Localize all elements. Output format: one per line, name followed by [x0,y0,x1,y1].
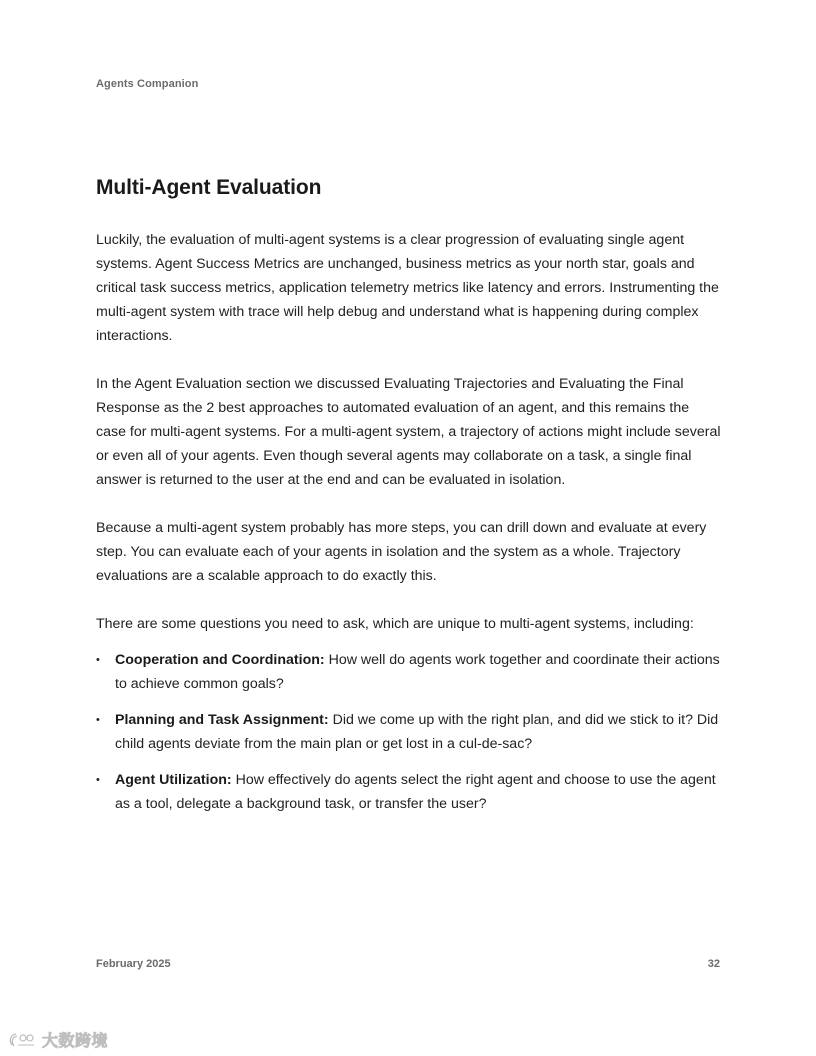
bullet-term: Agent Utilization: [115,772,232,788]
questions-list [96,648,721,816]
bullet-dot-icon: • [96,654,100,666]
bullet-dot-icon: • [96,774,100,786]
section-title: Multi-Agent Evaluation [96,176,322,199]
paragraph: In the Agent Evaluation section we discussed Evaluating Trajectories and Evaluating the Final Response as the 2 best approaches to automated evaluation of an agent, and this remains the case for multi-agent systems. For a multi-agent system, a trajectory of actions might include several or even all of your agents. Even though several agents may collaborate on a task, a single final answer is returned to the user at the end and can be evaluated in isolation. [96,376,721,488]
paragraph: Luckily, the evaluation of multi-agent systems is a clear progression of evaluating single agent systems. Agent Success Metrics are unchanged, business metrics as your north star, goals and critical task success metrics, application telemetry metrics like latency and errors. Instrumenting the multi-agent system with trace will help debug and understand what is happening during complex interactions. [96,232,719,344]
bullet-text: How well do agents work together and coordinate their actions to achieve common goals? [115,652,720,692]
bullet-dot-icon: • [96,714,100,726]
list-item [96,708,721,756]
watermark [8,1028,108,1051]
watermark-text: 大数跨境 [42,1033,109,1050]
running-header: Agents Companion [96,78,199,90]
list-item [96,768,721,816]
paragraph: Because a multi-agent system probably has more steps, you can drill down and evaluate at every step. You can evaluate each of your agents in isolation and the system as a whole. Trajectory evaluations are a scalable approach to do exactly this. [96,520,707,584]
bullet-text: How effectively do agents select the right agent and choose to use the agent as a tool, delegate a background task, or transfer the user? [115,772,716,812]
bullet-term: Cooperation and Coordination: [115,652,325,668]
bullet-term: Planning and Task Assignment: [115,712,329,728]
footer-date: February 2025 [96,958,171,970]
bullet-text: Did we come up with the right plan, and did we stick to it? Did child agents deviate from the main plan or get lost in a cul-de-sac? [115,712,719,752]
page-number: 32 [707,958,720,970]
questions-intro: There are some questions you need to ask, which are unique to multi-agent systems, including: [96,616,694,632]
section-body [96,228,721,828]
watermark-logo-icon [8,1031,38,1049]
list-item [96,648,721,696]
